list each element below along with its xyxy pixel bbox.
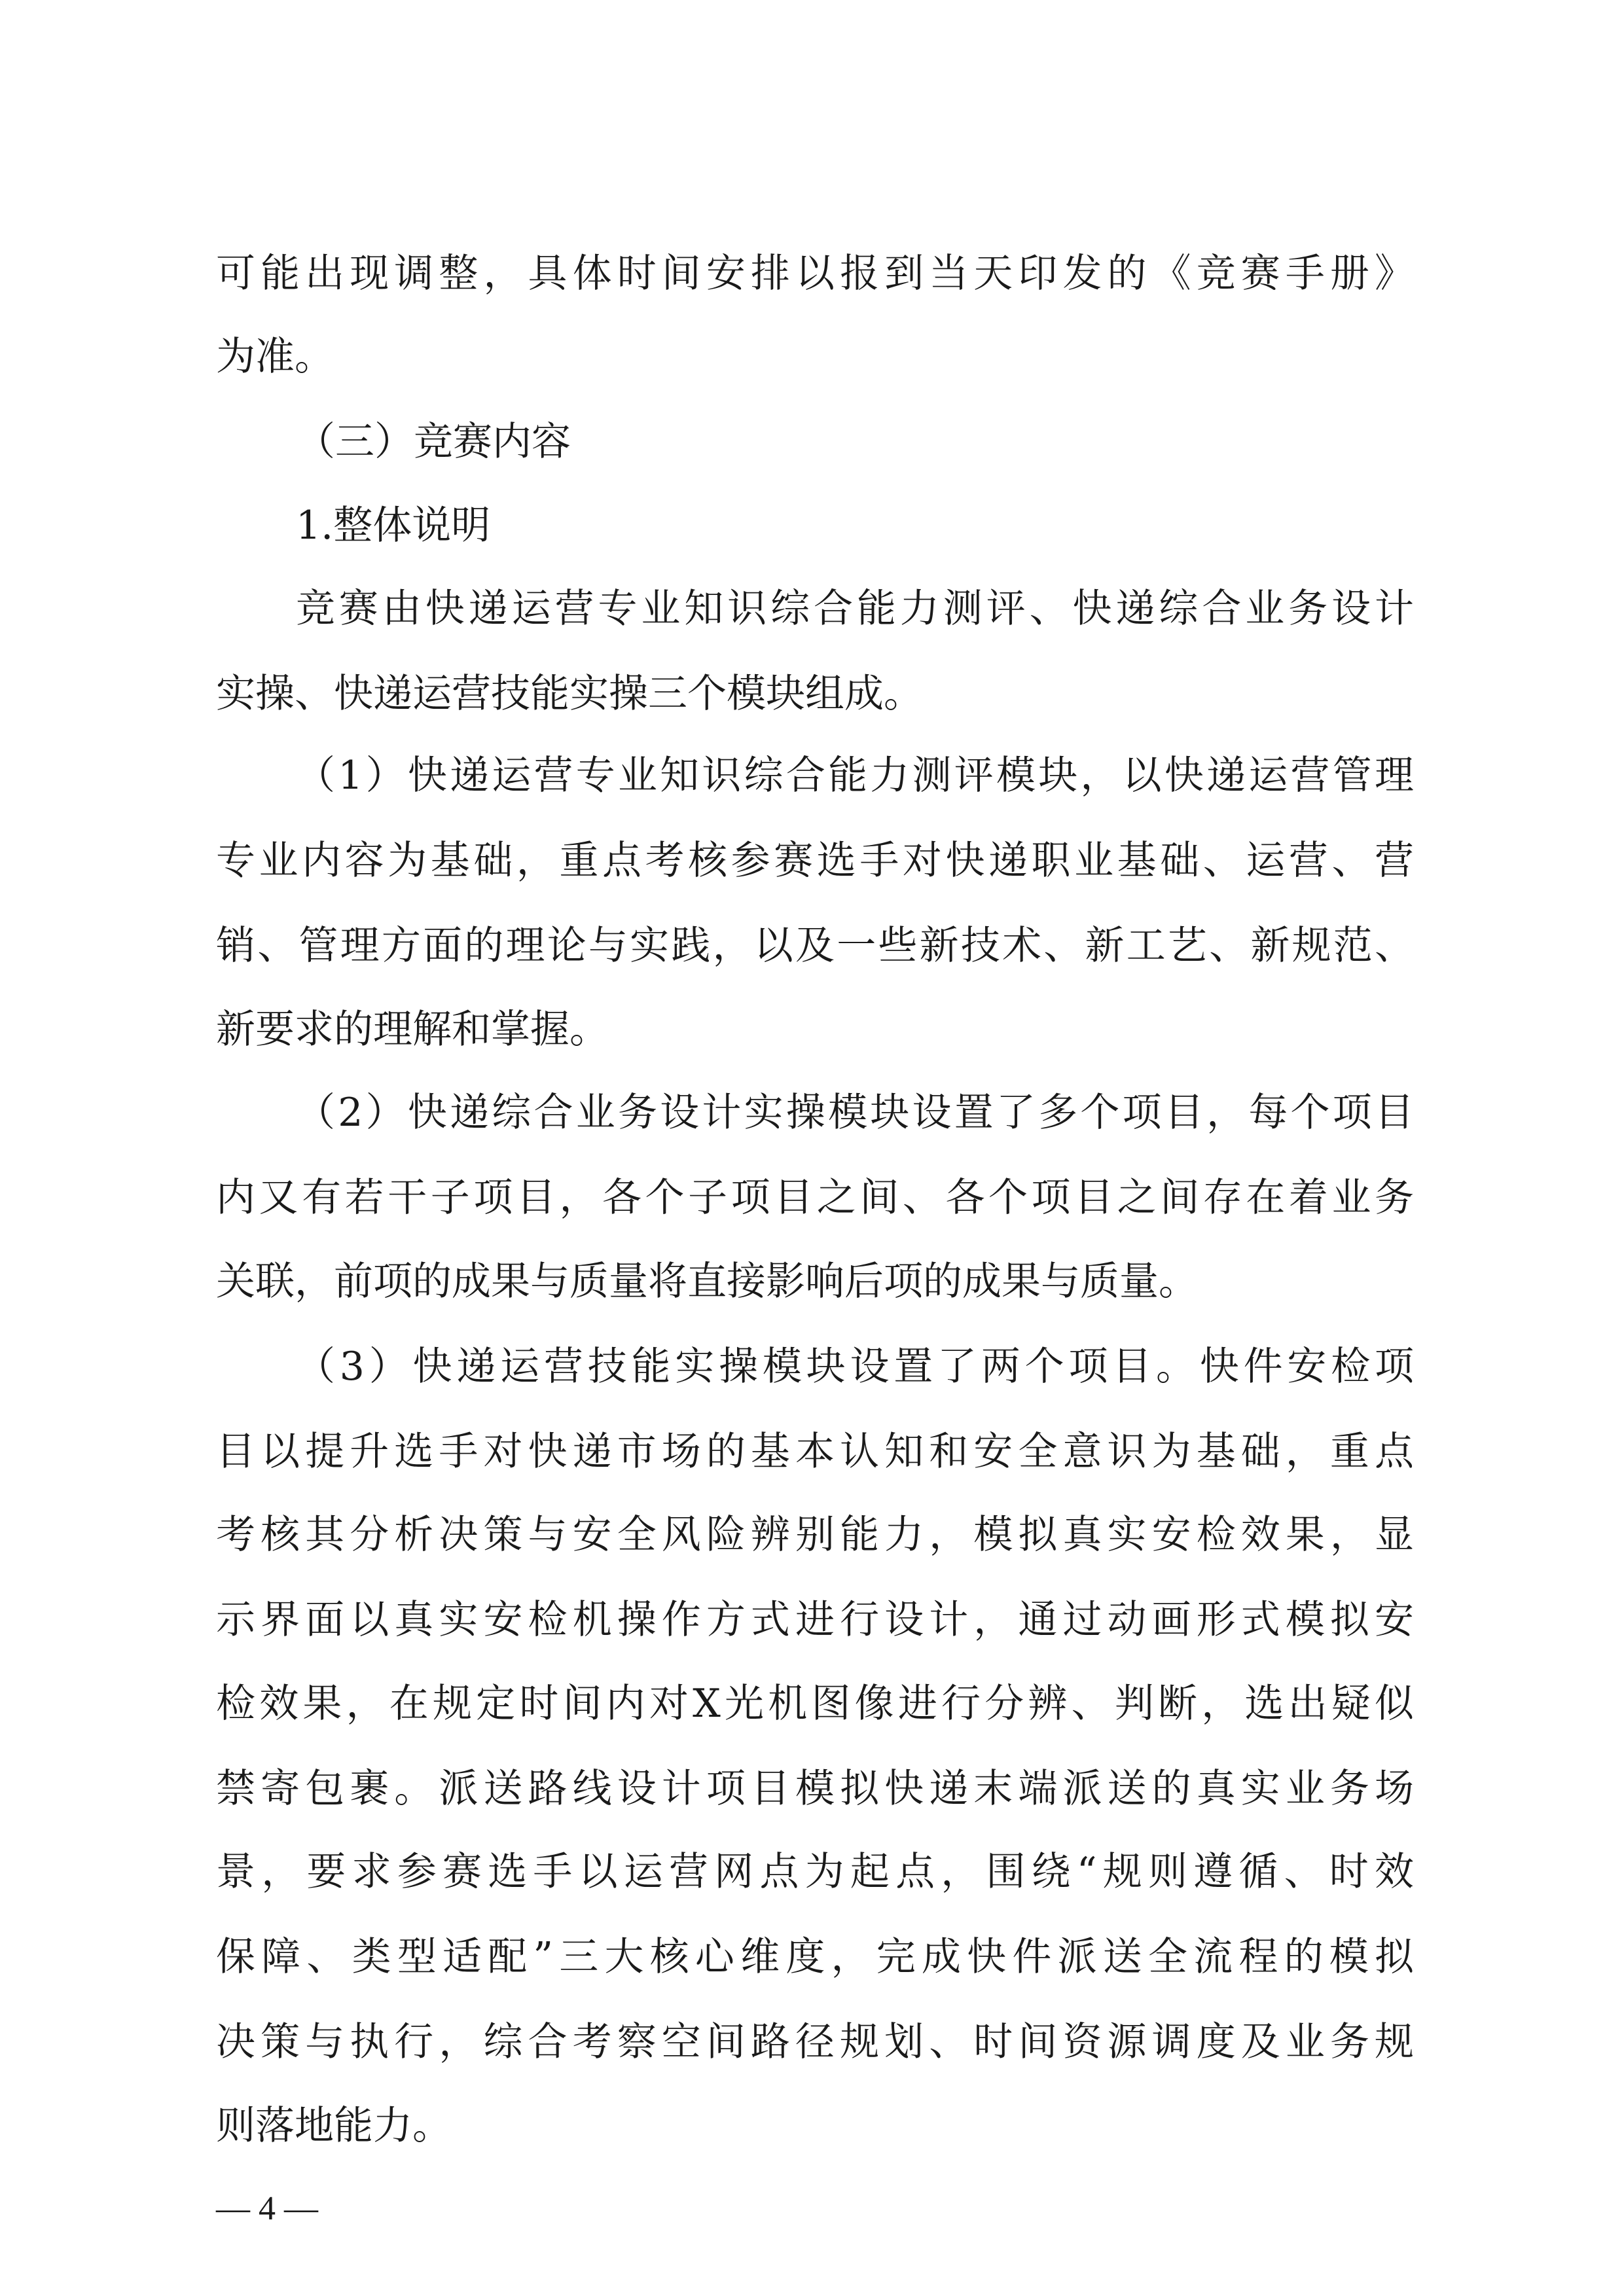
text-line: （3）快递运营技能实操模块设置了两个项目。快件安检项 <box>296 1344 1414 1390</box>
text-line: 内又有若干子项目，各个子项目之间、各个项目之间存在着业务 <box>216 1175 1414 1221</box>
text-line: 关联，前项的成果与质量将直接影响后项的成果与质量。 <box>216 1259 1198 1304</box>
text-line: 保障、类型适配”三大核心维度，完成快件派送全流程的模拟 <box>216 1934 1414 1980</box>
text-line: 竞赛由快递运营专业知识综合能力测评、快递综合业务设计 <box>296 586 1414 632</box>
page-number: — 4 — <box>216 2190 318 2227</box>
text-line: 示界面以真实安检机操作方式进行设计，通过动画形式模拟安 <box>216 1597 1414 1643</box>
text-line: 可能出现调整，具体时间安排以报到当天印发的《竞赛手册》 <box>216 251 1414 296</box>
text-line: 销、管理方面的理论与实践，以及一些新技术、新工艺、新规范、 <box>216 923 1414 969</box>
text-line: 禁寄包裹。派送路线设计项目模拟快递末端派送的真实业务场 <box>216 1766 1414 1812</box>
text-line: 为准。 <box>216 334 334 380</box>
text-line: 实操、快递运营技能实操三个模块组成。 <box>216 671 923 717</box>
text-line: （1）快递运营专业知识综合能力测评模块，以快递运营管理 <box>296 753 1414 798</box>
text-line: 景，要求参赛选手以运营网点为起点，围绕“规则遵循、时效 <box>216 1849 1414 1895</box>
text-line: 则落地能力。 <box>216 2103 452 2149</box>
text-line: （2）快递综合业务设计实操模块设置了多个项目，每个项目 <box>296 1090 1414 1136</box>
text-line: 目以提升选手对快递市场的基本认知和安全意识为基础，重点 <box>216 1429 1414 1475</box>
subsection-heading: 1.整体说明 <box>296 503 491 548</box>
text-line: 检效果，在规定时间内对X光机图像进行分辨、判断，选出疑似 <box>216 1681 1414 1727</box>
text-line: 决策与执行，综合考察空间路径规划、时间资源调度及业务规 <box>216 2019 1414 2065</box>
text-line: 专业内容为基础，重点考核参赛选手对快递职业基础、运营、营 <box>216 838 1414 884</box>
section-heading: （三）竞赛内容 <box>296 419 571 465</box>
text-line: 考核其分析决策与安全风险辨别能力，模拟真实安检效果，显 <box>216 1512 1414 1558</box>
text-line: 新要求的理解和掌握。 <box>216 1007 609 1052</box>
